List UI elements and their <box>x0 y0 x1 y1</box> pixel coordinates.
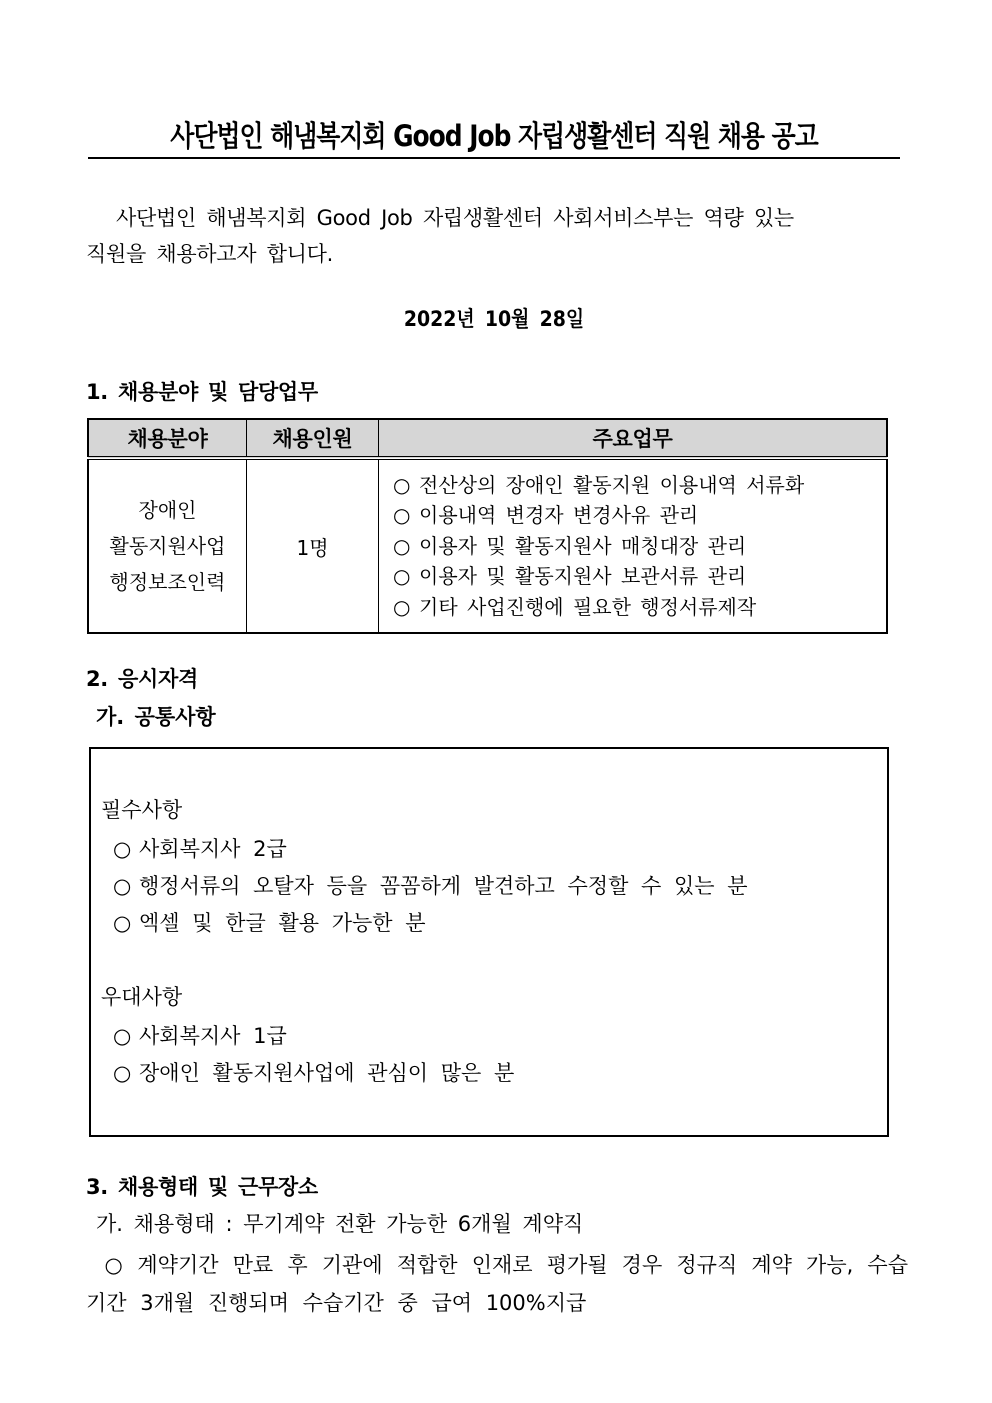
required-item-text: 엑셀 및 한글 활용 가능한 분 <box>139 911 426 935</box>
duty-item <box>393 531 886 562</box>
circle-bullet-icon: ○ <box>113 911 132 935</box>
duty-text: 이용자 및 활동지원사 보관서류 관리 <box>419 564 747 589</box>
field-line: 장애인 <box>138 498 197 522</box>
employment-type: 가. 채용형태 : 무기계약 전환 가능한 6개월 계약직 <box>96 1212 584 1236</box>
circle-bullet-icon: ○ <box>113 1024 132 1048</box>
contract-note <box>86 1246 908 1322</box>
required-title: 필수사항 <box>101 798 183 822</box>
section-2-heading: 2. 응시자격 <box>86 667 198 691</box>
header-duties: 주요업무 <box>379 419 888 458</box>
intro-line-2: 직원을 채용하고자 합니다. <box>86 242 333 266</box>
required-item-text: 사회복지사 2급 <box>139 837 287 861</box>
section-3-heading: 3. 채용형태 및 근무장소 <box>86 1175 318 1199</box>
page-title: 사단법인 해냄복지회 Good Job 자립생활센터 직원 채용 공고 <box>170 119 818 153</box>
required-item <box>113 908 426 938</box>
duty-text: 기타 사업진행에 필요한 행정서류제작 <box>419 594 757 619</box>
preferred-title: 우대사항 <box>101 985 183 1009</box>
field-line: 행정보조인력 <box>109 570 226 594</box>
table-row <box>88 458 887 633</box>
preferred-item-text: 장애인 활동지원사업에 관심이 많은 분 <box>139 1061 515 1085</box>
duties-table <box>87 418 888 634</box>
preferred-item <box>113 1058 514 1088</box>
circle-bullet-icon: ○ <box>393 564 411 589</box>
intro-line-1: 사단법인 해냄복지회 Good Job 자립생활센터 사회서비스부는 역량 있는 <box>116 206 794 230</box>
circle-bullet-icon: ○ <box>104 1253 124 1277</box>
common-requirements-heading: 가. 공통사항 <box>96 705 216 729</box>
table-header-row <box>88 419 887 458</box>
posting-date: 2022년 10월 28일 <box>403 307 585 331</box>
section-1-heading: 1. 채용분야 및 담당업무 <box>86 380 318 404</box>
required-item <box>113 834 287 864</box>
circle-bullet-icon: ○ <box>113 874 132 898</box>
duty-text: 전산상의 장애인 활동지원 이용내역 서류화 <box>419 472 805 497</box>
duty-text: 이용자 및 활동지원사 매칭대장 관리 <box>419 533 747 558</box>
title-underline <box>88 157 900 159</box>
circle-bullet-icon: ○ <box>113 1061 132 1085</box>
intro-paragraph <box>86 200 908 272</box>
circle-bullet-icon: ○ <box>113 837 132 861</box>
cell-field <box>88 458 247 633</box>
duty-item <box>393 470 886 501</box>
qualifications-box <box>89 747 889 1137</box>
contract-note-text: 계약기간 만료 후 기관에 적합한 인재로 평가될 경우 정규직 계약 가능, 수습기간 3개월 진행되며 수습기간 중 급여 100%지급 <box>86 1253 909 1315</box>
preferred-item-text: 사회복지사 1급 <box>139 1024 287 1048</box>
cell-count: 1명 <box>247 458 379 633</box>
duty-item <box>393 561 886 592</box>
header-field: 채용분야 <box>88 419 247 458</box>
duty-item <box>393 500 886 531</box>
circle-bullet-icon: ○ <box>393 472 411 497</box>
duty-text: 이용내역 변경자 변경사유 관리 <box>419 503 699 528</box>
header-count: 채용인원 <box>247 419 379 458</box>
cell-duties <box>379 458 888 633</box>
circle-bullet-icon: ○ <box>393 503 411 528</box>
required-item <box>113 871 748 901</box>
required-item-text: 행정서류의 오탈자 등을 꼼꼼하게 발견하고 수정할 수 있는 분 <box>139 874 748 898</box>
preferred-item <box>113 1021 287 1051</box>
circle-bullet-icon: ○ <box>393 594 411 619</box>
circle-bullet-icon: ○ <box>393 533 411 558</box>
field-line: 활동지원사업 <box>109 534 226 558</box>
duty-item <box>393 592 886 623</box>
